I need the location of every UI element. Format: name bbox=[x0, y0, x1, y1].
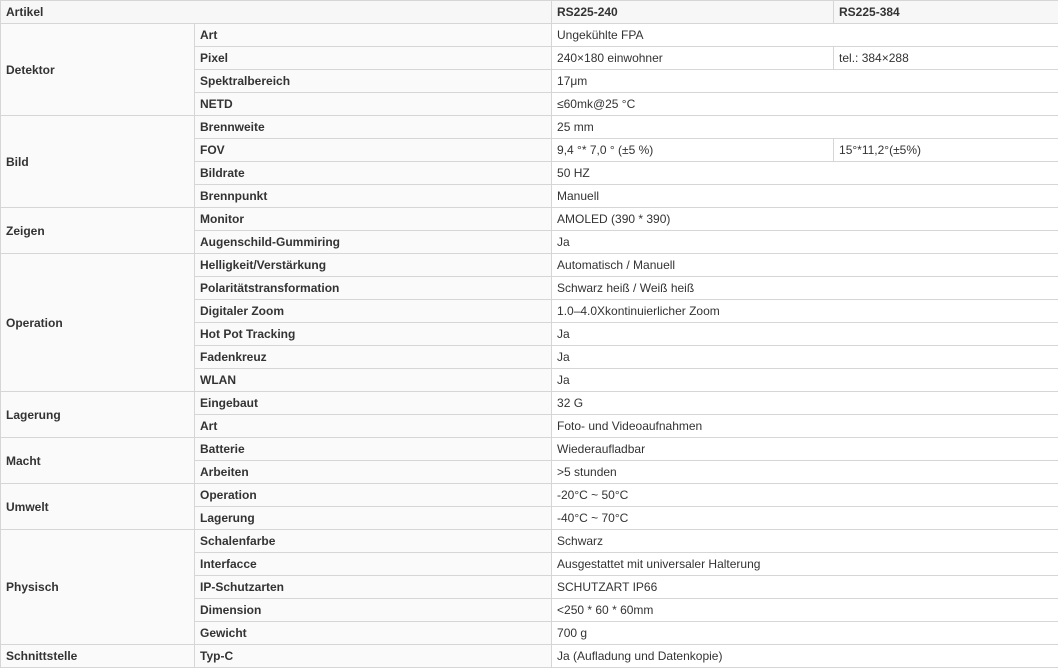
parameter-cell: Gewicht bbox=[195, 622, 552, 645]
value-cell: 1.0–4.0Xkontinuierlicher Zoom bbox=[552, 300, 1058, 323]
value-cell: -40°C ~ 70°C bbox=[552, 507, 1058, 530]
value-cell: -20°C ~ 50°C bbox=[552, 484, 1058, 507]
value-cell: ≤60mk@25 °C bbox=[552, 93, 1058, 116]
category-cell: Zeigen bbox=[1, 208, 195, 254]
parameter-cell: Brennweite bbox=[195, 116, 552, 139]
table-row bbox=[1, 438, 1058, 461]
value-cell: Wiederaufladbar bbox=[552, 438, 1058, 461]
value-cell: Ungekühlte FPA bbox=[552, 24, 1058, 47]
value-cell: 17μm bbox=[552, 70, 1058, 93]
value-cell: Ja bbox=[552, 323, 1058, 346]
parameter-cell: Dimension bbox=[195, 599, 552, 622]
value-cell: >5 stunden bbox=[552, 461, 1058, 484]
value-cell: 32 G bbox=[552, 392, 1058, 415]
value-cell-model-2: 15°*11,2°(±5%) bbox=[834, 139, 1058, 162]
category-cell: Physisch bbox=[1, 530, 195, 645]
table-row bbox=[1, 116, 1058, 139]
value-cell-model-2: tel.: 384×288 bbox=[834, 47, 1058, 70]
value-cell: 9,4 °* 7,0 ° (±5 %) bbox=[552, 139, 834, 162]
parameter-cell: Fadenkreuz bbox=[195, 346, 552, 369]
table-row bbox=[1, 530, 1058, 553]
parameter-cell: Art bbox=[195, 415, 552, 438]
value-cell: Schwarz heiß / Weiß heiß bbox=[552, 277, 1058, 300]
parameter-cell: Arbeiten bbox=[195, 461, 552, 484]
header-model-1: RS225-240 bbox=[552, 1, 834, 24]
parameter-cell: Pixel bbox=[195, 47, 552, 70]
value-cell: Foto- und Videoaufnahmen bbox=[552, 415, 1058, 438]
value-cell: Ja (Aufladung und Datenkopie) bbox=[552, 645, 1058, 668]
spec-table-body bbox=[1, 1, 1058, 668]
category-cell: Umwelt bbox=[1, 484, 195, 530]
parameter-cell: FOV bbox=[195, 139, 552, 162]
header-artikel: Artikel bbox=[1, 1, 552, 24]
parameter-cell: Helligkeit/Verstärkung bbox=[195, 254, 552, 277]
table-row bbox=[1, 484, 1058, 507]
category-cell: Bild bbox=[1, 116, 195, 208]
value-cell: 25 mm bbox=[552, 116, 1058, 139]
parameter-cell: Brennpunkt bbox=[195, 185, 552, 208]
header-row bbox=[1, 1, 1058, 24]
category-cell: Lagerung bbox=[1, 392, 195, 438]
parameter-cell: IP-Schutzarten bbox=[195, 576, 552, 599]
value-cell: <250 * 60 * 60mm bbox=[552, 599, 1058, 622]
category-cell: Detektor bbox=[1, 24, 195, 116]
value-cell: 700 g bbox=[552, 622, 1058, 645]
table-row bbox=[1, 24, 1058, 47]
value-cell: Ja bbox=[552, 231, 1058, 254]
value-cell: 50 HZ bbox=[552, 162, 1058, 185]
parameter-cell: Eingebaut bbox=[195, 392, 552, 415]
parameter-cell: Interfacce bbox=[195, 553, 552, 576]
parameter-cell: Operation bbox=[195, 484, 552, 507]
category-cell: Schnittstelle bbox=[1, 645, 195, 668]
header-model-2: RS225-384 bbox=[834, 1, 1058, 24]
value-cell: Manuell bbox=[552, 185, 1058, 208]
parameter-cell: Digitaler Zoom bbox=[195, 300, 552, 323]
value-cell: AMOLED (390 * 390) bbox=[552, 208, 1058, 231]
parameter-cell: Augenschild-Gummiring bbox=[195, 231, 552, 254]
parameter-cell: WLAN bbox=[195, 369, 552, 392]
category-cell: Operation bbox=[1, 254, 195, 392]
parameter-cell: NETD bbox=[195, 93, 552, 116]
parameter-cell: Lagerung bbox=[195, 507, 552, 530]
value-cell: Schwarz bbox=[552, 530, 1058, 553]
value-cell: Ja bbox=[552, 346, 1058, 369]
parameter-cell: Hot Pot Tracking bbox=[195, 323, 552, 346]
parameter-cell: Typ-C bbox=[195, 645, 552, 668]
value-cell: SCHUTZART IP66 bbox=[552, 576, 1058, 599]
value-cell: Ja bbox=[552, 369, 1058, 392]
value-cell: Automatisch / Manuell bbox=[552, 254, 1058, 277]
parameter-cell: Batterie bbox=[195, 438, 552, 461]
category-cell: Macht bbox=[1, 438, 195, 484]
parameter-cell: Polaritätstransformation bbox=[195, 277, 552, 300]
parameter-cell: Monitor bbox=[195, 208, 552, 231]
parameter-cell: Spektralbereich bbox=[195, 70, 552, 93]
parameter-cell: Art bbox=[195, 24, 552, 47]
parameter-cell: Bildrate bbox=[195, 162, 552, 185]
table-row bbox=[1, 208, 1058, 231]
table-row bbox=[1, 392, 1058, 415]
table-row bbox=[1, 254, 1058, 277]
value-cell: 240×180 einwohner bbox=[552, 47, 834, 70]
parameter-cell: Schalenfarbe bbox=[195, 530, 552, 553]
table-row bbox=[1, 645, 1058, 668]
value-cell: Ausgestattet mit universaler Halterung bbox=[552, 553, 1058, 576]
